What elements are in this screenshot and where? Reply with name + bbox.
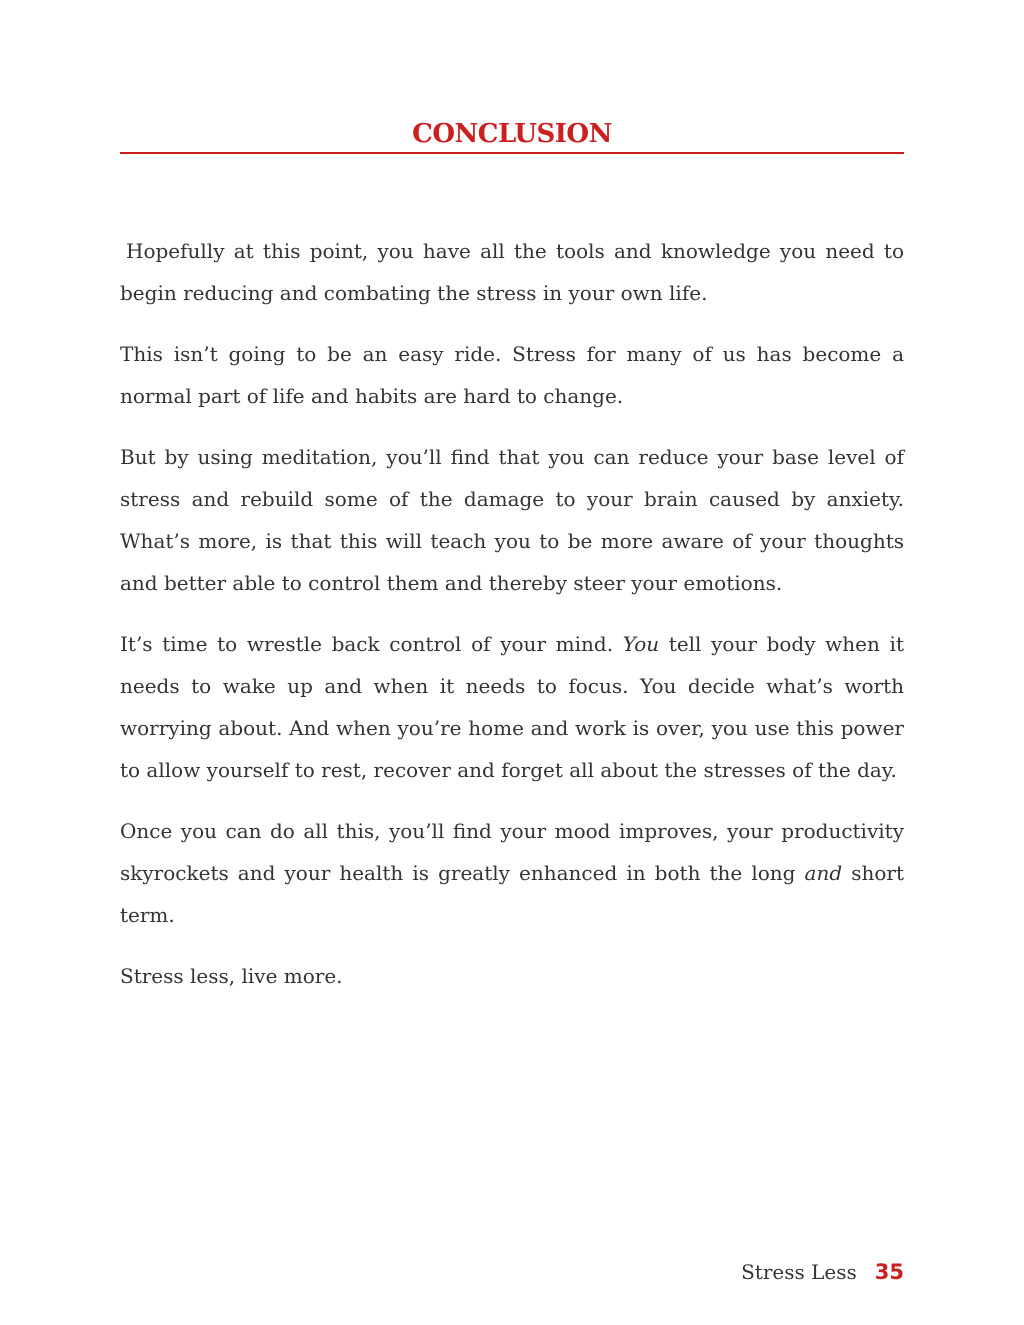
paragraph-2: This isn’t going to be an easy ride. Stress for many of us has become a normal part of life and habits are hard to change. — [120, 342, 904, 408]
paragraph-4-start: It’s time to wrestle back control of your mind. — [120, 632, 623, 656]
paragraph-5-start: Once you can do all this, you’ll find your mood improves, your productivity skyrockets and your health is greatly enhanced in both the long — [120, 819, 904, 885]
page-footer — [741, 1256, 904, 1288]
page-number: 35 — [874, 1260, 904, 1284]
paragraph-5-emphasis: and — [804, 861, 843, 885]
paragraph-6: Stress less, live more. — [120, 964, 343, 988]
paragraph-3: But by using meditation, you’ll find that you can reduce your base level of stress and rebuild some of the damage to your brain caused by anxiety. What’s more, is that this will teach you to be more aware of your thoughts and better able to control them and thereby steer your emotions. — [120, 445, 904, 595]
paragraph-4-end: tell your body when it needs to wake up and when it needs to focus. You decide what’s worth worrying about. And when you’re home and work is over, you use this power to allow yourself to rest, recover and forget all about the stresses of the day. — [120, 632, 904, 782]
paragraph-5-end: short term. — [120, 861, 905, 927]
chapter-heading-rule — [120, 118, 904, 154]
footer-book-title: Stress Less — [741, 1260, 857, 1284]
paragraph-4-emphasis: You — [622, 632, 660, 656]
paragraph-1: Hopefully at this point, you have all the tools and knowledge you need to begin reducing and combating the stress in your own life. — [120, 239, 904, 305]
paragraph-4 — [120, 623, 904, 791]
chapter-heading: CONCLUSION — [412, 119, 612, 149]
paragraph-5 — [120, 810, 904, 936]
body-text — [120, 230, 904, 1016]
